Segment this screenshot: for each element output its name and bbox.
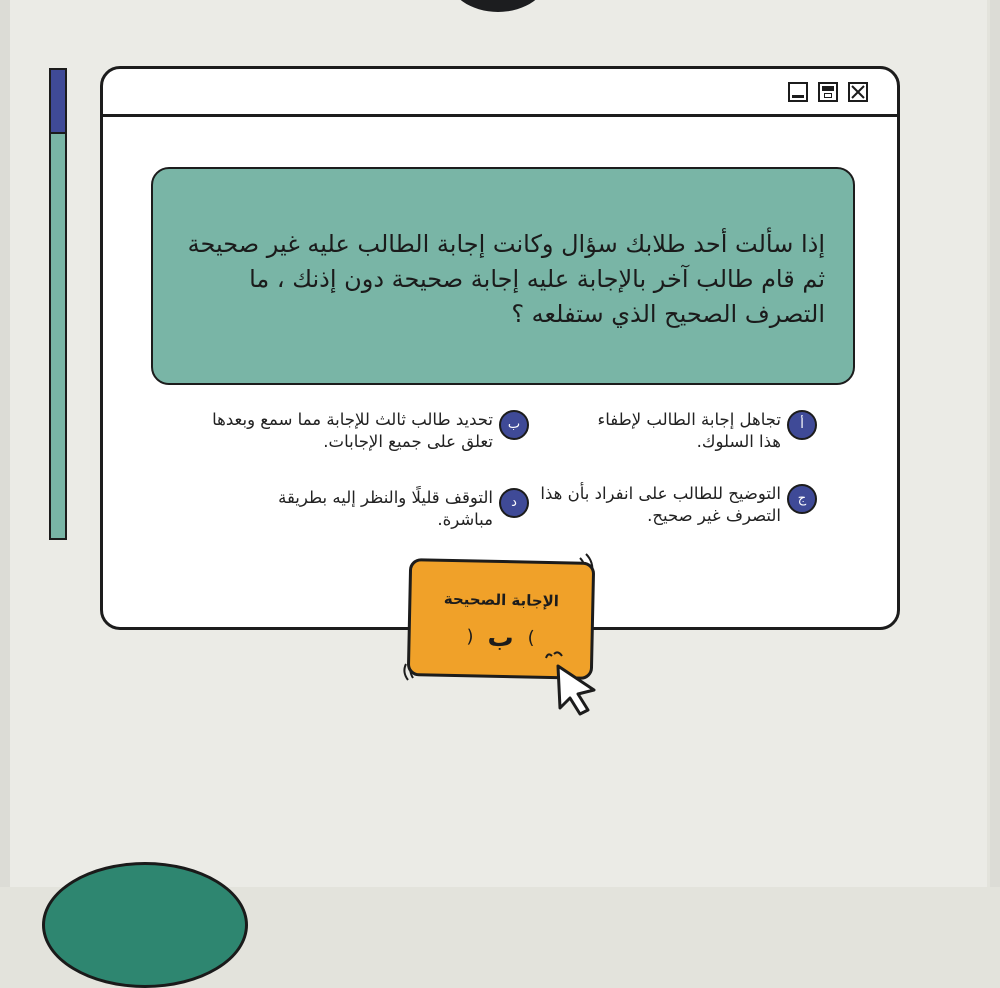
option-c-badge: ج [787, 484, 817, 514]
question-card [151, 167, 855, 385]
option-d-badge: د [499, 488, 529, 518]
option-c-text: التوضيح للطالب على انفراد بأن هذا التصرف غير صحيح. [540, 484, 781, 525]
window-titlebar [103, 69, 897, 117]
quiz-window [100, 66, 900, 630]
option-d-text: التوقف قليلًا والنظر إليه بطريقة مباشرة. [278, 488, 493, 529]
right-edge [990, 0, 1000, 887]
close-icon[interactable] [848, 82, 868, 102]
scrollbar-thumb[interactable] [51, 70, 65, 134]
option-b-badge: ب [499, 410, 529, 440]
hand-cursor-icon [540, 650, 604, 720]
option-c[interactable] [537, 483, 817, 527]
option-d[interactable] [219, 487, 529, 531]
option-a-badge: أ [787, 410, 817, 440]
maximize-icon[interactable] [818, 82, 838, 102]
option-b[interactable] [189, 409, 529, 453]
paren-close: ) [527, 627, 535, 649]
left-edge [0, 0, 10, 887]
paren-open: ( [466, 626, 474, 648]
option-a[interactable] [595, 409, 817, 453]
question-text: إذا سألت أحد طلابك سؤال وكانت إجابة الطالب عليه غير صحيحة ثم قام طالب آخر بالإجابة عليه إجابة صحيحة دون إذنك ، ما التصرف الصحيح الذي ستفلعه ؟ [187, 230, 825, 328]
option-b-text: تحديد طالب ثالث للإجابة مما سمع وبعدها تعلق على جميع الإجابات. [212, 410, 493, 451]
minimize-icon[interactable] [788, 82, 808, 102]
answer-title: الإجابة الصحيحة [443, 589, 560, 611]
answer-value: ب [487, 622, 514, 654]
scrollbar-track[interactable] [49, 68, 67, 540]
option-a-text: تجاهل إجابة الطالب لإطفاء هذا السلوك. [597, 410, 781, 451]
bottom-decorative-circle [42, 862, 248, 988]
